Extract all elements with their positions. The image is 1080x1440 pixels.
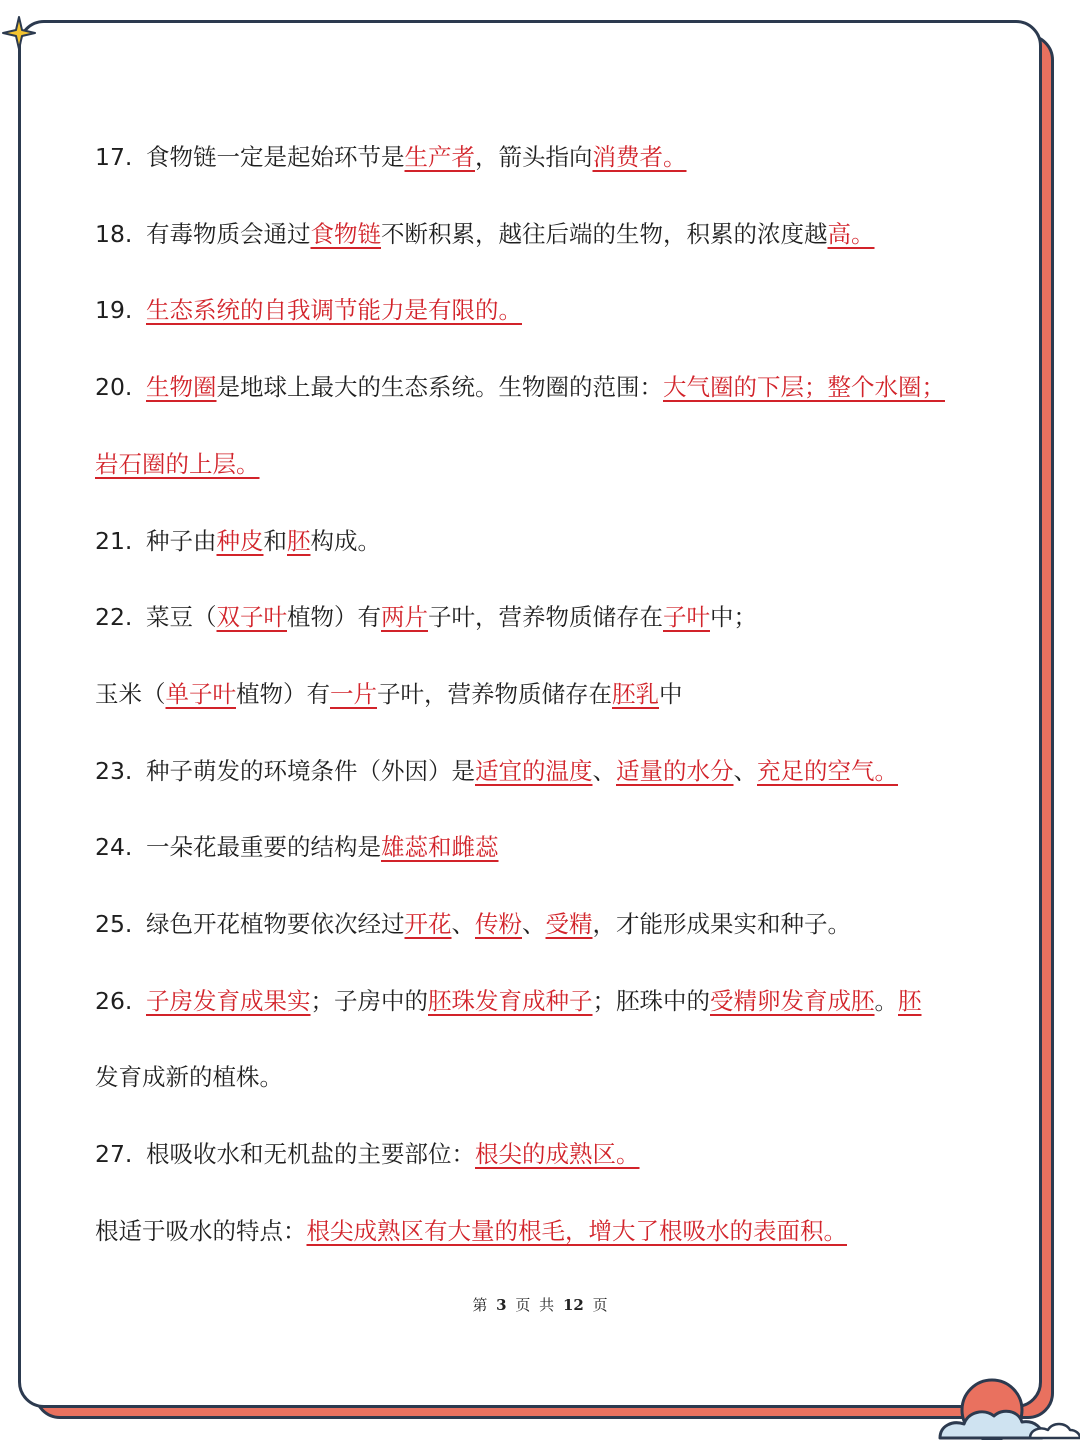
question-line: [95, 524, 381, 558]
question-text: 植物）有: [287, 603, 381, 632]
question-text: ；子房中的: [310, 986, 428, 1015]
page-footer: [0, 1294, 1080, 1315]
question-number: 22.: [95, 603, 133, 632]
question-text: 有毒物质会通过: [146, 219, 311, 248]
question-number: 18.: [95, 219, 133, 248]
answer-text: 雄蕊和雌蕊: [381, 833, 499, 862]
question-number: 17.: [95, 143, 133, 171]
answer-text: 岩石圈的上层。: [95, 449, 260, 478]
answer-text: 根尖的成熟区。: [475, 1140, 640, 1169]
question-line: [95, 984, 922, 1018]
question-text: 。: [874, 986, 898, 1015]
question-text: 中；: [710, 603, 757, 632]
answer-text: 胚珠发育成种子: [428, 986, 593, 1015]
question-line: [95, 293, 522, 327]
footer-word-ye: 页: [515, 1296, 531, 1314]
question-number: 25.: [95, 910, 133, 938]
question-number: 23.: [95, 756, 133, 785]
answer-text: 胚乳: [612, 679, 659, 708]
question-line: [95, 1214, 847, 1248]
footer-word-ye-2: 页: [592, 1296, 608, 1314]
answer-text: 食物链: [310, 219, 381, 248]
question-text: 根吸收水和无机盐的主要部位：: [146, 1140, 475, 1169]
answer-text: 胚: [898, 986, 922, 1015]
answer-text: 子房发育成果实: [146, 986, 311, 1015]
question-line: [95, 447, 260, 481]
footer-total-pages: 12: [562, 1296, 584, 1314]
question-text: 发育成新的植株。: [95, 1063, 283, 1092]
answer-text: 受精卵发育成胚: [710, 986, 875, 1015]
footer-word-di: 第: [472, 1296, 488, 1314]
question-text: 绿色开花植物要依次经过: [146, 910, 405, 938]
question-number: 21.: [95, 526, 133, 555]
question-text: 植物）有: [236, 679, 330, 708]
question-number: 20.: [95, 373, 133, 402]
question-line: [95, 677, 683, 711]
answer-text: 受精: [545, 910, 593, 938]
answer-text: 生物圈: [146, 373, 217, 402]
question-text: 根适于吸水的特点：: [95, 1216, 307, 1245]
question-number: 27.: [95, 1140, 133, 1169]
answer-text: 生产者: [404, 143, 475, 171]
question-number: 19.: [95, 296, 133, 325]
question-text: 构成。: [310, 526, 381, 555]
question-text: 一朵花最重要的结构是: [146, 833, 381, 862]
answer-text: 生态系统的自我调节能力是有限的。: [146, 296, 522, 325]
question-text: 和: [263, 526, 287, 555]
question-line: [95, 1060, 283, 1094]
question-text: 菜豆（: [146, 603, 217, 632]
footer-page-number: 3: [496, 1296, 507, 1314]
answer-text: 根尖成熟区有大量的根毛，增大了根吸水的表面积。: [306, 1216, 847, 1245]
question-number: 26.: [95, 986, 133, 1015]
question-text: 玉米（: [95, 679, 166, 708]
question-line: [95, 907, 851, 941]
answer-text: 种皮: [216, 526, 264, 555]
question-line: [95, 370, 945, 404]
answer-text: 双子叶: [216, 603, 287, 632]
question-text: 不断积累，越往后端的生物，积累的浓度越: [381, 219, 828, 248]
question-text: 、: [522, 910, 546, 938]
answer-text: 适量的水分: [616, 756, 734, 785]
answer-text: 子叶: [663, 603, 710, 632]
question-text: ；胚珠中的: [592, 986, 710, 1015]
question-text: 子叶，营养物质储存在: [377, 679, 612, 708]
answer-text: 大气圈的下层；整个水圈；: [663, 373, 945, 402]
answer-text: 消费者。: [592, 143, 687, 171]
question-line: [95, 754, 898, 788]
question-text: 种子由: [146, 526, 217, 555]
answer-text: 单子叶: [165, 679, 236, 708]
answer-text: 一片: [330, 679, 377, 708]
answer-text: 两片: [381, 603, 428, 632]
question-text: 、: [451, 910, 475, 938]
question-text: 是地球上最大的生态系统。生物圈的范围：: [216, 373, 663, 402]
question-text: 食物链一定是起始环节是: [146, 143, 405, 171]
answer-text: 充足的空气。: [757, 756, 898, 785]
question-line: [95, 140, 687, 174]
question-line: [95, 600, 757, 634]
question-number: 24.: [95, 833, 133, 862]
question-text: ，才能形成果实和种子。: [592, 910, 851, 938]
answer-text: 适宜的温度: [475, 756, 593, 785]
footer-word-gong: 共: [539, 1296, 555, 1314]
question-text: 子叶，营养物质储存在: [428, 603, 663, 632]
question-line: [95, 1137, 640, 1171]
question-line: [95, 830, 499, 864]
answer-text: 胚: [287, 526, 311, 555]
question-text: 中: [659, 679, 683, 708]
question-text: 、: [592, 756, 616, 785]
answer-text: 开花: [404, 910, 452, 938]
question-text: ，箭头指向: [475, 143, 593, 171]
question-text: 种子萌发的环境条件（外因）是: [146, 756, 475, 785]
question-text: 、: [733, 756, 757, 785]
question-line: [95, 217, 875, 251]
answer-text: 高。: [827, 219, 875, 248]
answer-text: 传粉: [475, 910, 522, 938]
